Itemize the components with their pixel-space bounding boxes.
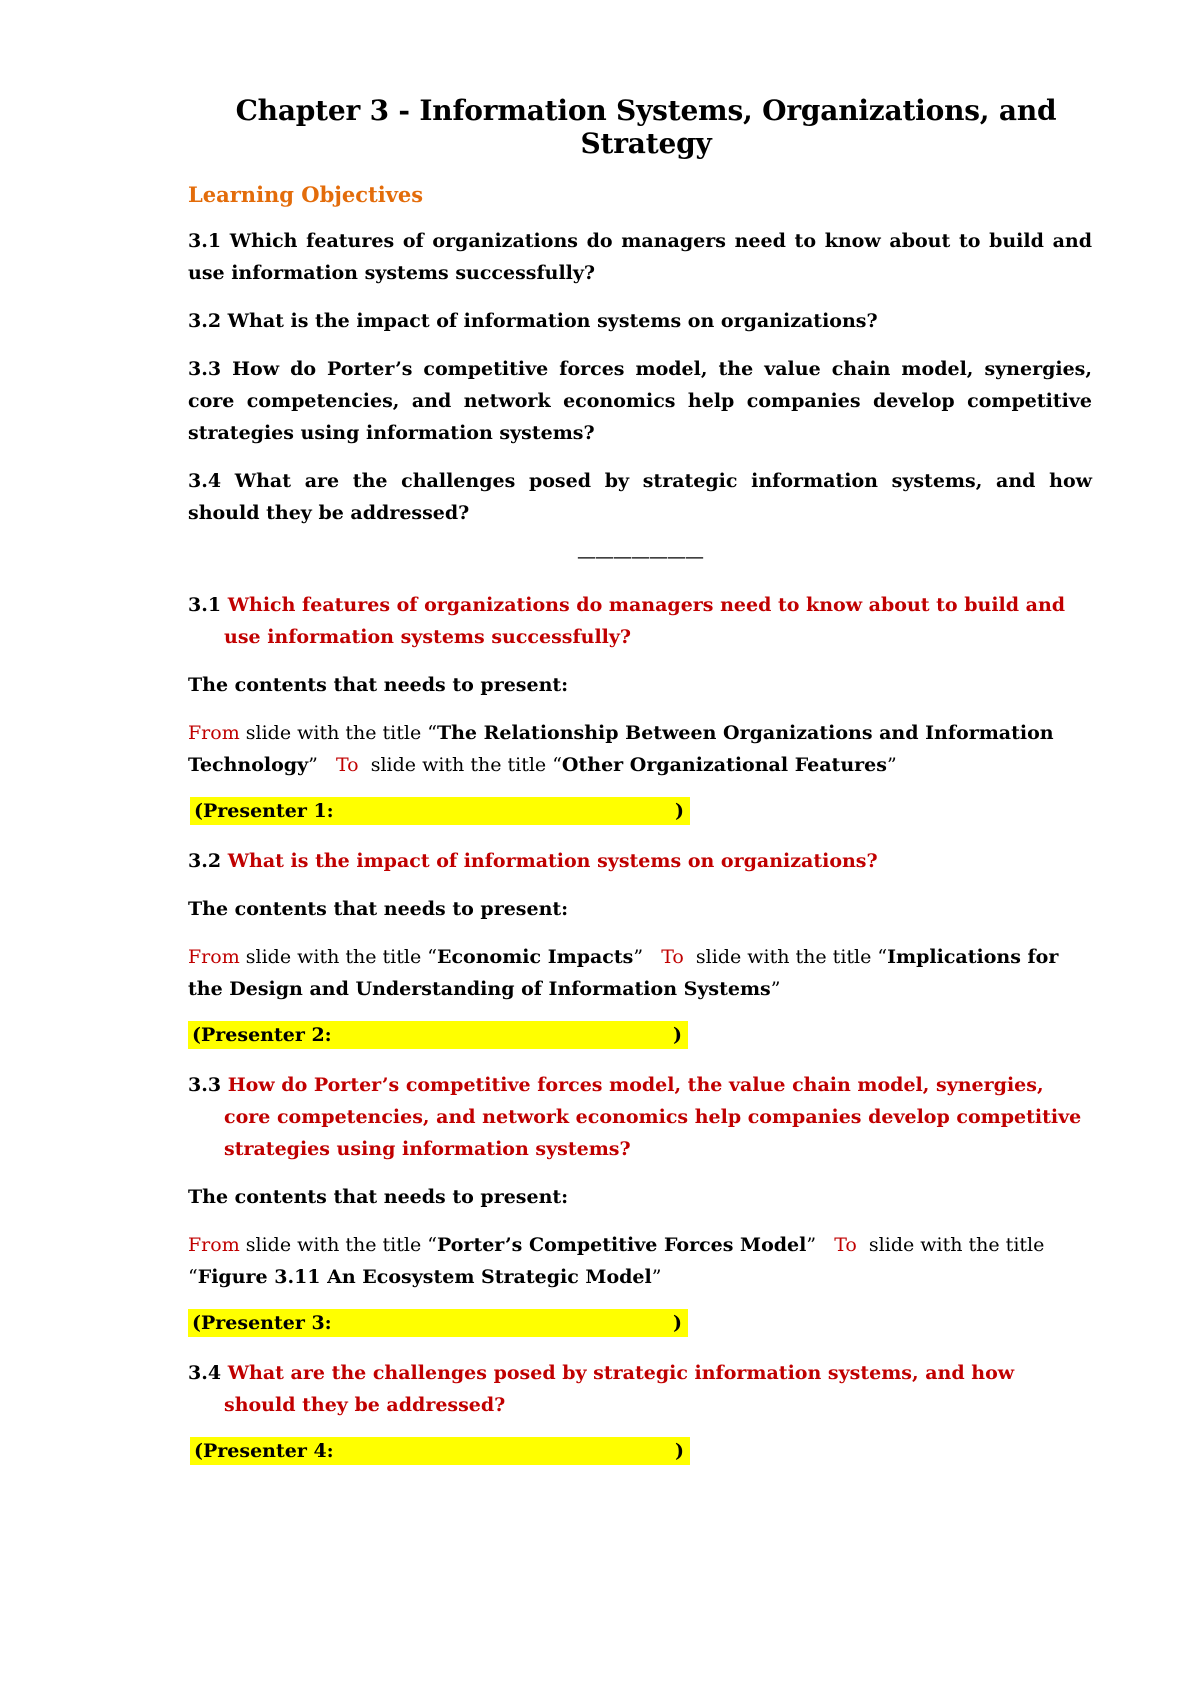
from-slide-title: Economic Impacts xyxy=(436,946,634,968)
presenter-field-2[interactable] xyxy=(188,1021,1092,1049)
contents-label: The contents that needs to present: xyxy=(188,898,569,920)
slide-range-3-3: From slide with the title “Porter’s Competitive Forces Model” To slide with the title “Figure 3.11 An Ecosystem Strategic Model” xyxy=(188,1234,1045,1288)
section-question: What is the impact of information systems on organizations? xyxy=(227,850,878,872)
slide-with-title-text: slide with the title xyxy=(245,722,422,744)
section-question: Which features of organizations do managers need to know about to build and use information systems successfully? xyxy=(224,594,1066,648)
presenter-label: (Presenter 2: xyxy=(192,1024,332,1046)
from-label: From xyxy=(188,946,240,968)
presenter-close-paren: ) xyxy=(675,1440,684,1462)
section-divider: ——————— xyxy=(577,546,703,568)
presenter-field-3[interactable] xyxy=(188,1309,1092,1337)
section-number: 3.4 xyxy=(188,1362,222,1384)
presenter-field-1[interactable] xyxy=(188,797,1092,825)
objective-item: 3.2 What is the impact of information systems on organizations? xyxy=(188,310,878,332)
section-number: 3.1 xyxy=(188,594,222,616)
contents-label: The contents that needs to present: xyxy=(188,1186,569,1208)
slide-with-title-text: slide with the title xyxy=(868,1234,1045,1256)
slide-range-3-1: From slide with the title “The Relationship Between Organizations and Information Technology” To slide with the title “Other Organizational Features” xyxy=(188,722,1054,776)
to-label: To xyxy=(834,1234,857,1256)
section-heading-3-3 xyxy=(188,1069,1092,1165)
presenter-close-paren: ) xyxy=(673,1312,682,1334)
to-slide-title: Other Organizational Features xyxy=(561,754,887,776)
slide-range-3-2: From slide with the title “Economic Impacts” To slide with the title “Implications for the Design and Understanding of Information Systems” xyxy=(188,946,1059,1000)
section-heading-3-1 xyxy=(188,589,1092,653)
from-label: From xyxy=(188,1234,240,1256)
slide-with-title-text: slide with the title xyxy=(370,754,547,776)
to-label: To xyxy=(661,946,684,968)
presenter-label: (Presenter 4: xyxy=(194,1440,334,1462)
objective-item: 3.4 What are the challenges posed by strategic information systems, and how should they be addressed? xyxy=(188,470,1092,524)
presenter-label: (Presenter 1: xyxy=(194,800,334,822)
section-number: 3.2 xyxy=(188,850,222,872)
section-heading-3-4 xyxy=(188,1357,1092,1421)
presenter-close-paren: ) xyxy=(673,1024,682,1046)
presenter-close-paren: ) xyxy=(675,800,684,822)
from-slide-title: The Relationship Between Organizations and Information Technology xyxy=(188,722,1054,776)
section-number: 3.3 xyxy=(188,1074,222,1096)
slide-with-title-text: slide with the title xyxy=(245,1234,422,1256)
section-heading-3-2 xyxy=(188,845,1092,877)
presenter-highlight xyxy=(190,797,690,825)
section-question: How do Porter’s competitive forces model, the value chain model, synergies, core competencies, and network economics help companies develop competitive strategies using information systems? xyxy=(224,1074,1082,1160)
learning-objectives-heading: Learning Objectives xyxy=(188,182,424,207)
to-label: To xyxy=(335,754,359,776)
presenter-highlight xyxy=(188,1309,688,1337)
slide-with-title-text: slide with the title xyxy=(695,946,872,968)
presenter-highlight xyxy=(190,1437,690,1465)
section-question: What are the challenges posed by strategic information systems, and how should they be addressed? xyxy=(224,1362,1015,1416)
presenter-highlight xyxy=(188,1021,688,1049)
objective-item: 3.3 How do Porter’s competitive forces model, the value chain model, synergies, core competencies, and network economics help companies develop competitive strategies using information systems? xyxy=(188,358,1092,444)
contents-label: The contents that needs to present: xyxy=(188,674,569,696)
document-title: Chapter 3 - Information Systems, Organizations, and Strategy xyxy=(235,94,1057,160)
from-slide-title: Porter’s Competitive Forces Model xyxy=(436,1234,807,1256)
to-slide-title: Figure 3.11 An Ecosystem Strategic Model xyxy=(197,1266,652,1288)
objective-item: 3.1 Which features of organizations do managers need to know about to build and use information systems successfully? xyxy=(188,230,1092,284)
presenter-label: (Presenter 3: xyxy=(192,1312,332,1334)
from-label: From xyxy=(188,722,240,744)
slide-with-title-text: slide with the title xyxy=(245,946,422,968)
presenter-field-4[interactable] xyxy=(188,1437,1092,1465)
to-slide-title: Implications for the Design and Understanding of Information Systems xyxy=(188,946,1059,1000)
